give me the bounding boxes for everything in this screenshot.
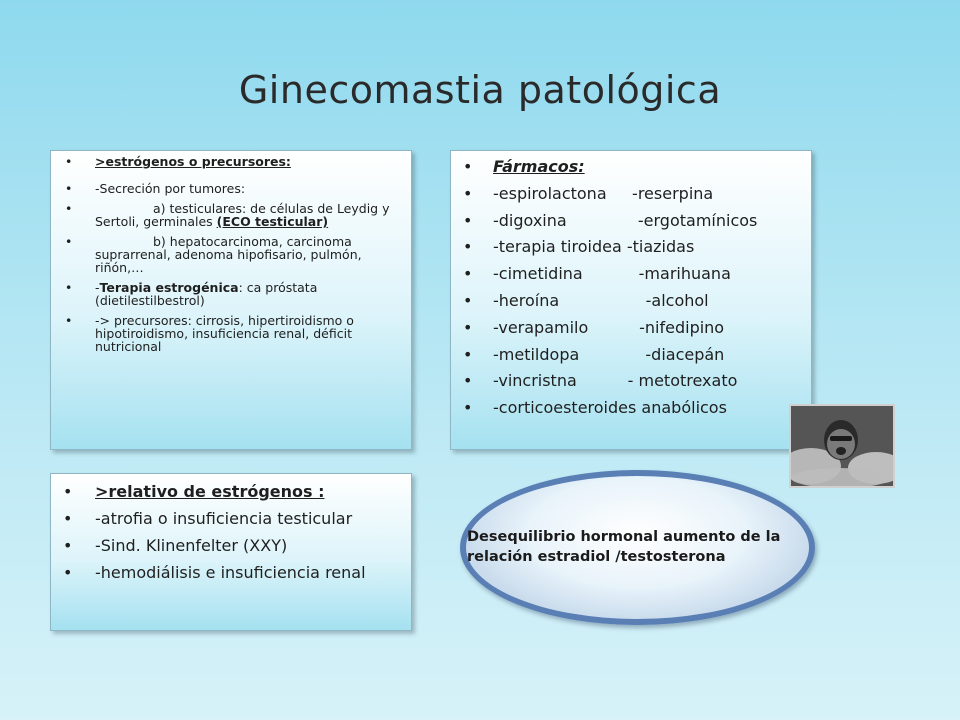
- list-item: • -atrofia o insuficiencia testicular: [63, 509, 403, 529]
- list-item: • -corticoesteroides anabólicos: [463, 398, 801, 418]
- list-item-header: >relativo de estrógenos :: [95, 482, 325, 501]
- list-item: • -hemodiálisis e insuficiencia renal: [63, 563, 403, 583]
- list-item: • -heroína -alcohol: [463, 291, 801, 311]
- ellipse-text: Desequilibrio hormonal aumento de la relación estradiol /testosterona: [467, 529, 781, 565]
- list-item: • -metildopa -diacepán: [463, 345, 801, 365]
- relative-list: [63, 482, 403, 583]
- list-item: • -vincristna - metotrexato: [463, 371, 801, 391]
- page-title: Ginecomastia patológica: [238, 68, 722, 112]
- list-item-header: >estrógenos o precursores:: [95, 154, 291, 169]
- list-item-text: : ca próstata (dietilestilbestrol): [95, 280, 318, 308]
- list-item: • -cimetidina -marihuana: [463, 264, 801, 284]
- list-item: • -Sind. Klinenfelter (XXY): [63, 536, 403, 556]
- list-item: [65, 182, 401, 195]
- list-item: [65, 155, 401, 168]
- list-item: [65, 202, 401, 228]
- list-item-dash: -: [95, 280, 100, 295]
- drugs-box: [450, 150, 812, 450]
- list-item-text: -> precursores: cirrosis, hipertiroidismo o hipotiroidismo, insuficiencia renal, déficit nutricional: [95, 313, 354, 354]
- list-item: • -digoxina -ergotamínicos: [463, 211, 801, 231]
- swimmer-photo-icon: [791, 406, 893, 486]
- drugs-list: [463, 157, 801, 418]
- list-item-text: -Secreción por tumores:: [95, 181, 246, 196]
- list-item-emphasis: Terapia estrogénica: [99, 280, 239, 295]
- causes-list: [65, 155, 401, 353]
- swimmer-photo: [789, 404, 895, 488]
- list-item: [65, 314, 401, 353]
- relative-estrogen-box: [50, 473, 412, 631]
- list-item: [65, 235, 401, 274]
- list-item: • -espirolactona -reserpina: [463, 184, 801, 204]
- causes-estrogen-box: [50, 150, 412, 450]
- list-item: • -verapamilo -nifedipino: [463, 318, 801, 338]
- list-item-text: b) hepatocarcinoma, carcinoma suprarrenal, adenoma hipofisario, pulmón, riñón,…: [95, 234, 362, 275]
- list-item-header: Fármacos:: [493, 157, 585, 176]
- list-item: [65, 281, 401, 307]
- list-item-emphasis: (ECO testicular): [216, 214, 329, 229]
- list-item-text: a) testiculares: de células de Leydig y Sertoli, germinales: [95, 201, 390, 229]
- list-item: • -terapia tiroidea -tiazidas: [463, 237, 801, 257]
- list-item: [63, 482, 403, 502]
- list-item: [463, 157, 801, 177]
